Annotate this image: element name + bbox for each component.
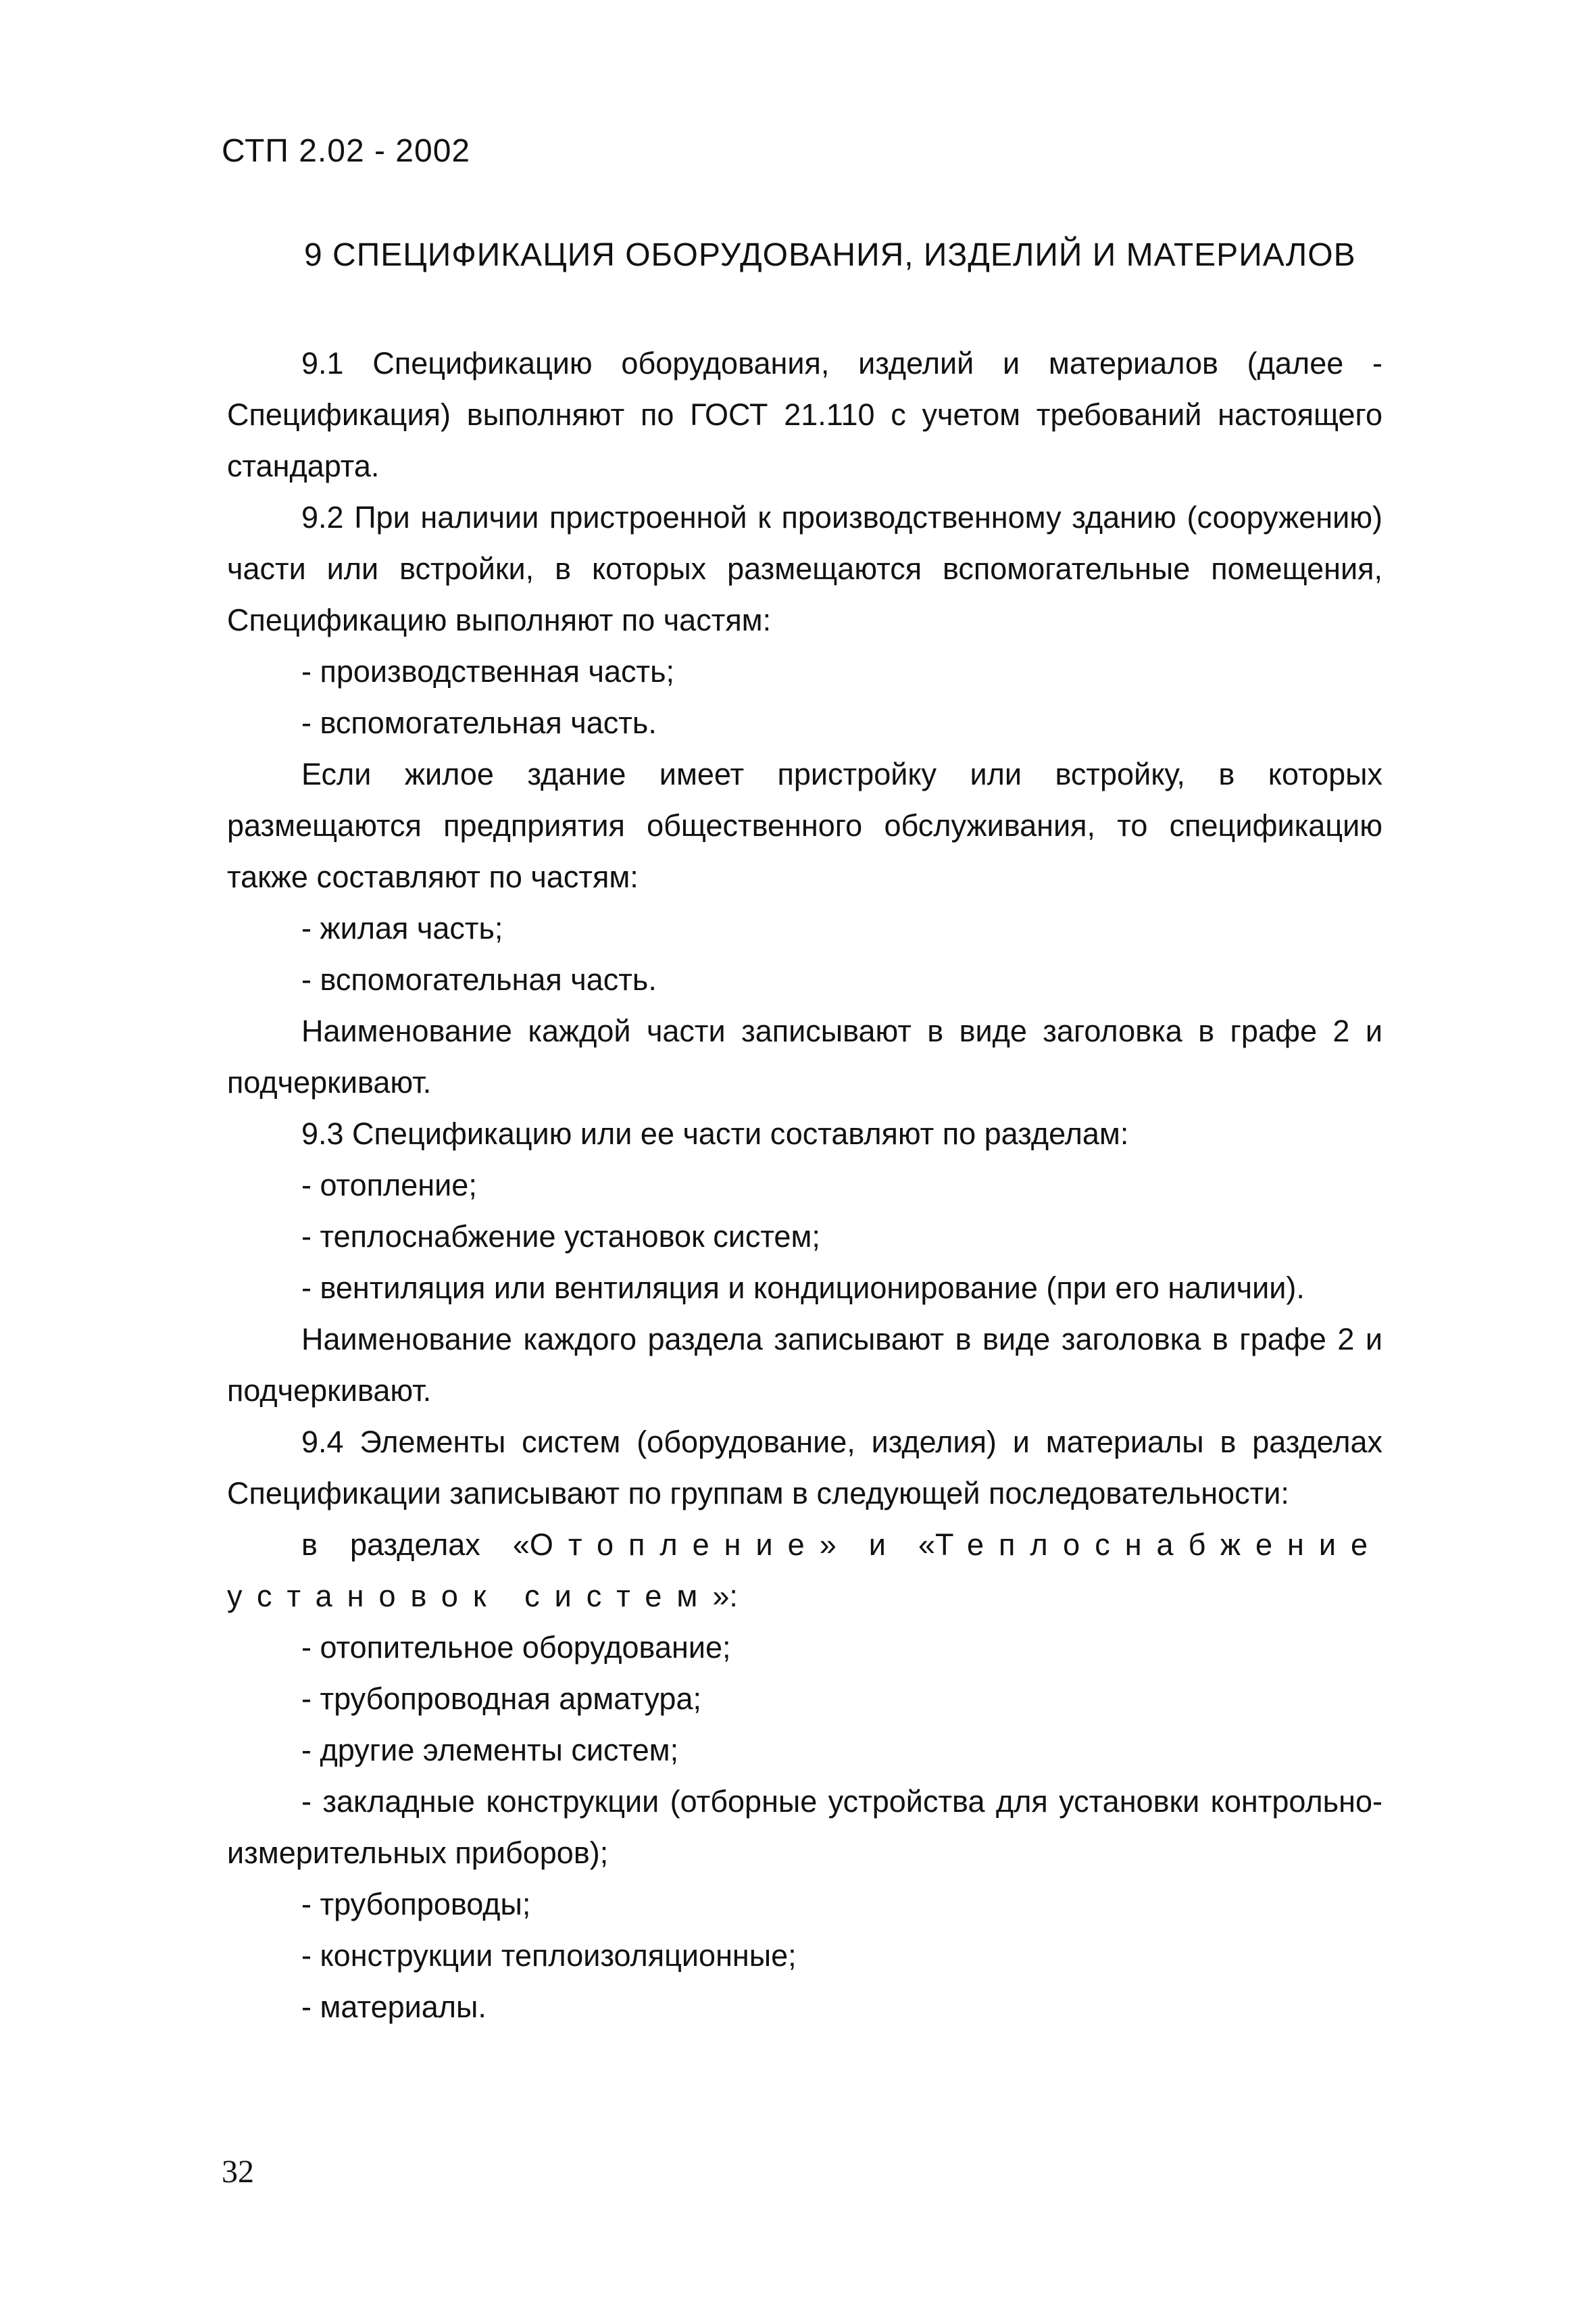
list-item: - материалы. [301,1990,487,2024]
intro-suffix: »: [712,1579,738,1613]
list-item: - вентиляция или вентиляция и кондиционирование (при его наличии). [301,1271,1305,1305]
list-item: - трубопроводы; [301,1887,531,1921]
document-header: СТП 2.02 - 2002 [222,133,471,169]
list-item: - закладные конструкции (отборные устройства для установки контрольно-измерительных приборов); [227,1784,1382,1870]
list-item: - трубопроводная арматура; [301,1681,701,1716]
paragraph-9-2: 9.2 При наличии пристроенной к производственному зданию (сооружению) части или встройки, в которых размещаются вспомогательные помещения, Спецификацию выполняют по частям: [227,500,1382,637]
list-item: - конструкции теплоизоляционные; [301,1938,797,1973]
paragraph-9-3: 9.3 Спецификацию или ее части составляют по разделам: [301,1116,1129,1151]
intro-prefix: в разделах « [301,1527,530,1562]
list-item: - вспомогательная часть. [301,706,657,740]
paragraph-residential: Если жилое здание имеет пристройку или встройку, в которых размещаются предприятия общественного обслуживания, то спецификацию также составляют по частям: [227,757,1382,894]
list-item: - теплоснабжение установок систем; [301,1219,820,1254]
list-item: - отопительное оборудование; [301,1630,731,1665]
paragraph-9-4: 9.4 Элементы систем (оборудование, изделия) и материалы в разделах Спецификации записывают по группам в следующей последовательности: [227,1425,1382,1510]
list-item: - производственная часть; [301,654,675,689]
section-title: 9 СПЕЦИФИКАЦИЯ ОБОРУДОВАНИЯ, ИЗДЕЛИЙ И МАТЕРИАЛОВ [304,237,1356,273]
page-number: 32 [222,2154,254,2190]
list-item: - вспомогательная часть. [301,962,657,997]
document-body [227,338,1382,2033]
paragraph-9-1: 9.1 Спецификацию оборудования, изделий и материалов (далее - Спецификация) выполняют по ГОСТ 21.110 с учетом требований настоящего стандарта. [227,346,1382,483]
paragraph-part-names: Наименование каждой части записывают в виде заголовка в графе 2 и подчеркивают. [227,1014,1382,1100]
paragraph-9-4-intro [227,1519,1382,1622]
paragraph-section-names: Наименование каждого раздела записывают в виде заголовка в графе 2 и подчеркивают. [227,1322,1382,1408]
intro-mid: » и « [819,1527,936,1562]
list-item: - отопление; [301,1168,477,1202]
list-item: - жилая часть; [301,911,503,945]
intro-heating: Отопление [529,1527,820,1562]
list-item: - другие элементы систем; [301,1733,679,1767]
intro-supply: Теплоснабжение установок систем [227,1527,1382,1613]
